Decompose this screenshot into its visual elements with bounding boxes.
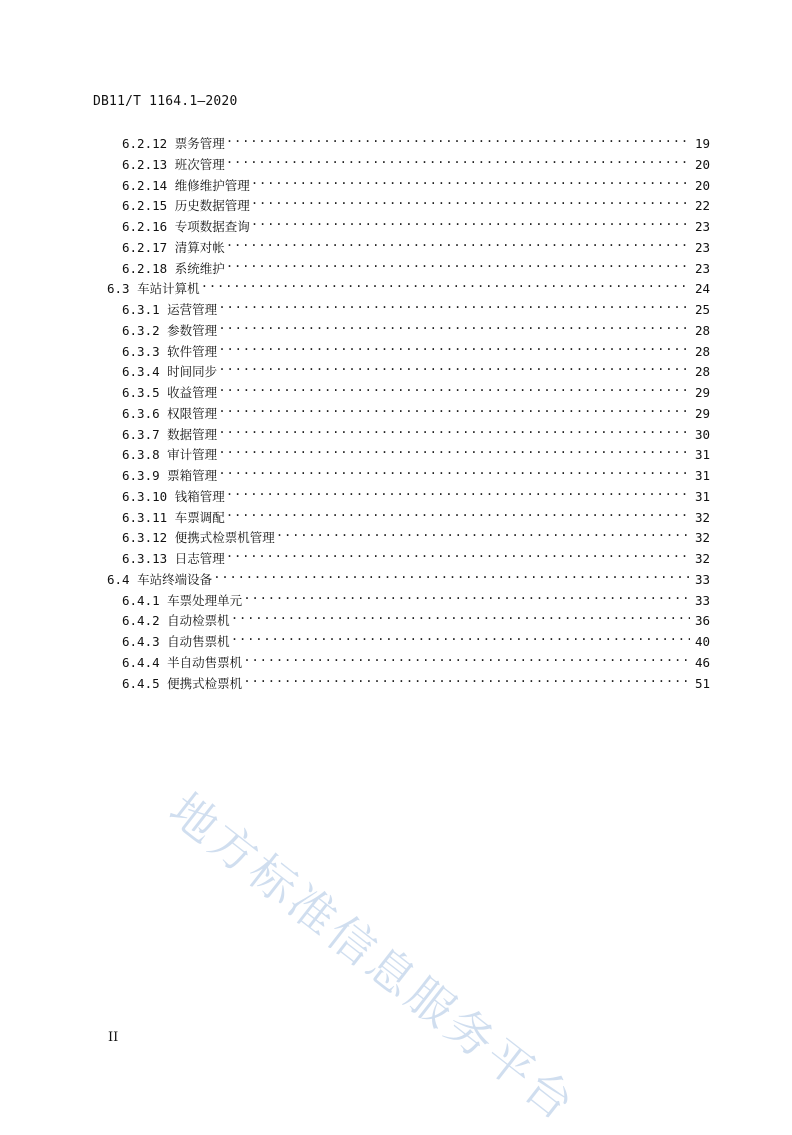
toc-entry-number: 6.3.3 xyxy=(122,343,160,359)
toc-entry-number: 6.2.14 xyxy=(122,177,168,193)
toc-entry[interactable] xyxy=(122,398,710,421)
toc-entry[interactable] xyxy=(122,502,710,525)
toc-entry[interactable] xyxy=(122,356,710,380)
toc-entry[interactable] xyxy=(122,190,710,214)
toc-entry-number: 6.2.18 xyxy=(122,260,168,276)
toc-entry[interactable] xyxy=(122,585,710,608)
toc-entry[interactable] xyxy=(122,170,710,193)
toc-entry[interactable] xyxy=(122,149,710,172)
toc-entry-page: 23 xyxy=(694,219,710,234)
toc-entry-label: 车票处理单元 xyxy=(167,592,243,608)
toc-entry-label: 日志管理 xyxy=(174,551,225,566)
toc-entry-page: 28 xyxy=(694,364,710,380)
toc-entry-label: 清算对帐 xyxy=(174,239,225,255)
toc-entry-label: 系统维护 xyxy=(174,260,225,276)
toc-entry-number: 6.4.1 xyxy=(122,592,160,608)
toc-entry-page: 31 xyxy=(694,488,710,504)
toc-entry-page: 29 xyxy=(694,405,710,421)
toc-entry-label: 收益管理 xyxy=(167,385,218,400)
toc-entry[interactable] xyxy=(122,253,710,276)
toc-leader-dots xyxy=(201,273,690,293)
toc-entry-page: 36 xyxy=(694,613,710,629)
toc-entry-page: 23 xyxy=(694,260,710,276)
toc-leader-dots xyxy=(218,336,690,356)
toc-leader-dots xyxy=(251,170,690,190)
toc-entry-number: 6.4.2 xyxy=(122,613,160,629)
toc-entry[interactable] xyxy=(122,377,710,400)
toc-entry-page: 19 xyxy=(694,136,710,151)
toc-entry-label: 参数管理 xyxy=(167,322,218,338)
toc-entry-number: 6.2.15 xyxy=(122,198,168,214)
toc-entry-label: 票务管理 xyxy=(174,136,225,151)
toc-entry[interactable] xyxy=(122,419,710,442)
toc-entry[interactable] xyxy=(122,315,710,338)
toc-entry[interactable] xyxy=(122,668,710,691)
toc-entry[interactable] xyxy=(122,211,710,234)
toc-leader-dots xyxy=(276,522,690,542)
toc-entry-page: 29 xyxy=(694,385,710,400)
toc-leader-dots xyxy=(218,294,690,314)
toc-entry-number: 6.2.17 xyxy=(122,239,168,255)
toc-entry-page: 28 xyxy=(694,343,710,359)
toc-leader-dots xyxy=(218,460,690,480)
toc-entry-page: 46 xyxy=(694,654,710,670)
toc-entry-number: 6.3.2 xyxy=(122,322,160,338)
toc-entry-page: 24 xyxy=(694,281,710,297)
toc-leader-dots xyxy=(226,502,690,522)
toc-entry-label: 审计管理 xyxy=(167,447,218,463)
toc-entry[interactable] xyxy=(107,273,710,297)
toc-entry-label: 车票调配 xyxy=(174,509,225,525)
toc-entry-page: 20 xyxy=(694,156,710,172)
toc-entry-number: 6.3.6 xyxy=(122,405,160,421)
toc-leader-dots xyxy=(251,190,690,210)
toc-entry-label: 历史数据管理 xyxy=(174,198,250,214)
toc-entry-number: 6.2.16 xyxy=(122,219,168,234)
toc-entry-page: 40 xyxy=(694,634,710,649)
toc-entry[interactable] xyxy=(122,232,710,255)
toc-entry-page: 32 xyxy=(694,551,710,566)
toc-entry[interactable] xyxy=(122,522,710,546)
toc-entry-number: 6.2.12 xyxy=(122,136,168,151)
toc-entry-number: 6.2.13 xyxy=(122,156,168,172)
document-code-header: DB11/T 1164.1—2020 xyxy=(93,94,238,109)
toc-entry-label: 半自动售票机 xyxy=(167,654,243,670)
toc-entry-label: 专项数据查询 xyxy=(174,219,250,234)
toc-entry-label: 车站计算机 xyxy=(137,281,200,297)
toc-entry-page: 32 xyxy=(694,530,710,546)
toc-entry[interactable] xyxy=(122,543,710,566)
toc-entry-label: 自动售票机 xyxy=(167,634,230,649)
toc-entry-number: 6.3.11 xyxy=(122,509,168,525)
toc-leader-dots xyxy=(213,564,690,584)
toc-entry-page: 33 xyxy=(694,571,710,587)
toc-entry-number: 6.3.9 xyxy=(122,468,160,483)
toc-leader-dots xyxy=(231,605,690,625)
toc-entry[interactable] xyxy=(122,128,710,151)
toc-leader-dots xyxy=(218,356,690,376)
toc-entry[interactable] xyxy=(122,626,710,649)
toc-entry-number: 6.4.3 xyxy=(122,634,160,649)
toc-entry-number: 6.3.12 xyxy=(122,530,168,546)
toc-entry-number: 6.3.4 xyxy=(122,364,160,380)
toc-entry-page: 31 xyxy=(694,447,710,463)
toc-leader-dots xyxy=(218,439,690,459)
toc-entry-number: 6.3.7 xyxy=(122,426,160,442)
toc-entry[interactable] xyxy=(122,439,710,463)
toc-entry[interactable] xyxy=(122,460,710,483)
toc-entry-number: 6.3.5 xyxy=(122,385,160,400)
toc-leader-dots xyxy=(218,315,690,335)
toc-entry-page: 30 xyxy=(694,426,710,442)
toc-entry-label: 运营管理 xyxy=(167,302,218,317)
toc-entry-label: 软件管理 xyxy=(167,343,218,359)
toc-entry-page: 33 xyxy=(694,592,710,608)
watermark: 地方标准信息服务平台 xyxy=(159,782,587,1133)
toc-leader-dots xyxy=(226,481,690,501)
toc-leader-dots xyxy=(226,128,690,148)
toc-entry-number: 6.3.13 xyxy=(122,551,168,566)
toc-entry[interactable] xyxy=(122,647,710,670)
toc-entry-label: 权限管理 xyxy=(167,405,218,421)
toc-entry-label: 便携式检票机管理 xyxy=(174,530,275,546)
toc-entry-page: 31 xyxy=(694,468,710,483)
toc-entry-label: 自动检票机 xyxy=(167,613,230,629)
toc-entry-number: 6.3.10 xyxy=(122,488,168,504)
toc-leader-dots xyxy=(226,253,690,273)
toc-entry[interactable] xyxy=(122,336,710,359)
toc-entry-label: 票箱管理 xyxy=(167,468,218,483)
toc-entry[interactable] xyxy=(107,564,710,587)
toc-entry-label: 维修维护管理 xyxy=(174,177,250,193)
toc-entry-number: 6.4 xyxy=(107,571,130,587)
toc-leader-dots xyxy=(251,211,690,231)
toc-leader-dots xyxy=(243,668,690,688)
toc-leader-dots xyxy=(243,647,690,667)
toc-leader-dots xyxy=(231,626,690,646)
toc-entry-number: 6.3.8 xyxy=(122,447,160,463)
toc-entry-number: 6.3 xyxy=(107,281,130,297)
toc-entry-page: 23 xyxy=(694,239,710,255)
toc-entry-label: 钱箱管理 xyxy=(174,488,225,504)
toc-entry-heading xyxy=(122,674,243,694)
toc-leader-dots xyxy=(243,585,690,605)
toc-entry[interactable] xyxy=(122,605,710,629)
toc-entry-label: 时间同步 xyxy=(167,364,218,380)
toc-entry-number: 6.4.5 xyxy=(122,675,160,691)
toc-leader-dots xyxy=(218,377,690,397)
toc-entry-page: 28 xyxy=(694,322,710,338)
toc-entry-page: 20 xyxy=(694,177,710,193)
page-number-footer: II xyxy=(108,1030,119,1045)
toc-entry-label: 数据管理 xyxy=(167,426,218,442)
toc-entry-number: 6.3.1 xyxy=(122,302,160,317)
toc-leader-dots xyxy=(218,398,690,418)
toc-entry-label: 车站终端设备 xyxy=(137,571,213,587)
toc-entry[interactable] xyxy=(122,294,710,317)
toc-leader-dots xyxy=(226,543,690,563)
toc-entry-number: 6.4.4 xyxy=(122,654,160,670)
toc-entry-page: 51 xyxy=(694,675,710,691)
toc-leader-dots xyxy=(218,419,690,439)
toc-entry[interactable] xyxy=(122,481,710,504)
toc-entry-label: 便携式检票机 xyxy=(167,675,243,691)
toc-entry-page: 22 xyxy=(694,198,710,214)
toc-leader-dots xyxy=(226,149,690,169)
toc-entry-label: 班次管理 xyxy=(174,156,225,172)
toc-entry-page: 25 xyxy=(694,302,710,317)
toc-leader-dots xyxy=(226,232,690,252)
toc-entry-page: 32 xyxy=(694,509,710,525)
